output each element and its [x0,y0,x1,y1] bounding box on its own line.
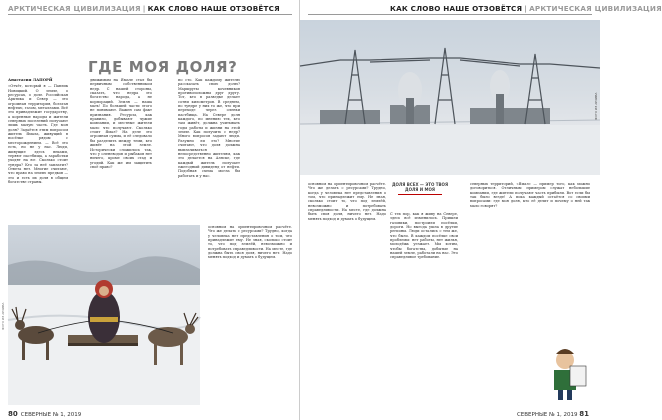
article-headline: ГДЕ МОЯ ДОЛЯ? [88,58,238,76]
running-head: АРКТИЧЕСКАЯ ЦИВИЛИЗАЦИЯ | КАК СЛОВО НАШЕ ОТЗОВЁТСЯ [8,4,280,13]
running-head-title: КАК СЛОВО НАШЕ ОТЗОВЁТСЯ [147,4,280,13]
reader-illustration [548,340,592,402]
text-column-4 [208,225,292,405]
issue-label: СЕВЕРНЫЕ № 1, 2019 [516,412,578,418]
text-column-1 [8,78,68,220]
photo-credit: ФОТО ИЗ АРХИВА [594,92,598,120]
photo-credit: ФОТО ИЗ АРХИВА [1,302,5,330]
header-rule [8,14,292,15]
text-column-5 [308,182,386,404]
text-column-7 [470,182,590,336]
right-page [300,0,662,420]
column-text: основном на ориентировочном расчёте. Что же делать с ресурсами? Трудно, когда у человека нет представления о том, что принадлежит ему. Не зная, сколько стоит то, что под землёй, невозможно и потребовать справедливости. На месте, где должна быть своя доля, ничего нет. Надо менять подход и думать о будущем. [308,182,386,221]
text-column-2 [90,78,152,220]
issue-label: СЕВЕРНЫЕ № 1, 2019 [20,412,82,418]
pull-quote [390,182,450,195]
column-text: северных территорий, «Ямал» — пример того, как можно договориться. Отличным примером служат небольшие компании, где жители получают часть прибыли. Вот если бы так было везде! А пока каждый остаётся со своими вопросами: где моя доля, кто её делит и почему о ней так мало говорят? [470,182,590,208]
column-text: движимым на Ямале стал бы первичным собственником недр. С нашей стороны, сказать, что недра это богатство народа, а не корпораций. Земля — наша мать! По большей части этого не понимают. Важен сам факт признания. Ресурсы, как правило, добывают чужие компании, и местные жители мало что получают. Сколько стоит Ямал? На деле это огромная сумма, и её следовало бы разделить между теми, кто живёт на этой земле. Исторически сложилось так, что у оленеводов и рыбаков нет ничего, кроме своих стад и угодий. Как же им защитить своё право? [90,78,152,169]
text-column-3 [178,78,240,220]
pull-quote-text: ДОЛЯ ВСЕХ — ЭТО ТВОЯ ДОЛЯ И МОЯ [391,182,449,192]
industrial-photo [300,20,600,175]
page-number: 81 [579,410,589,418]
pull-quote-rule [398,194,442,195]
byline: Анастасия ЛАПОРЙ [8,77,53,82]
column-text: «Отчёт, который я — Павлик Новицкий. О земле, о ресурсах, о доле. Российская Арктика и Север — это огромная территория, богатая нефтью, газом, металлами. Всё это принадлежит государству, а коренные народы и жители северных поселений получают лишь малую часть. Где моя доля? Задаётся этим вопросом житель Ямала, живущий в посёлке рядом с месторождением. — Всё это есть, но не у нас. Люди, живущие здесь веками, теряют пастбища, а заработки уходят на юг. Сколько стоит тундра? Кто за неё заплатит? Ответа нет. Многие считают, что право на землю предков — это и есть их доля в общем богатстве страны. [8,84,68,184]
text-column-6 [390,212,458,404]
column-text: основном на ориентировочном расчёте. Что же делать с ресурсами? Трудно, когда у человека нет представления о том, что принадлежит ему. Не зная, сколько стоит то, что под землёй, невозможно и потребовать справедливости. На месте, где должна быть своя доля, ничего нет. Надо менять подход и думать о будущем. [208,225,292,260]
column-text: С тех пор, как я живу на Севере, здесь всё изменилось. Пришли газовики, построили посёлки, дороги. Но выгода ушла в другие регионы. Люди остались с тем же, что было. В каждом посёлке свои проблемы: нет работы, нет жилья, молодёжь уезжает. Мы хотим, чтобы богатства, добытые на нашей земле, работали на нас. Это справедливое требование. [390,212,458,260]
reindeer-photo [8,225,200,405]
running-head: КАК СЛОВО НАШЕ ОТЗОВЁТСЯ | АРКТИЧЕСКАЯ ЦИВИЛИЗАЦИЯ [390,4,662,13]
right-footer [517,410,592,418]
column-text: по сто. Как каждому жителю рассказать свою долю? Маршруты кочевников противоположны друг другу. Тот, кто в разведке делает сотни километров. В среднем, по тундре у них то же, что при переходе через оленьи пастбища. На Севере доля каждого, по мнению тех, кто там живёт, должна учитывать годы работы и жизни на этой земле. Как получить с недр? Много вопросов задают люди. Разумно ли это? Многие считают, что доля должна выплачиваться непосредственно жителям, как это делается на Аляске, где каждый житель получает ежегодный дивиденд от нефти. Подобная схема могла бы работать и у нас. [178,78,240,178]
page-number: 80 [8,410,18,418]
running-head-title: КАК СЛОВО НАШЕ ОТЗОВЁТСЯ [390,4,523,13]
left-footer [8,410,81,418]
running-head-section: АРКТИЧЕСКАЯ ЦИВИЛИЗАЦИЯ [529,4,662,13]
running-head-section: АРКТИЧЕСКАЯ ЦИВИЛИЗАЦИЯ [8,4,141,13]
header-rule [308,14,592,15]
left-page [0,0,300,420]
